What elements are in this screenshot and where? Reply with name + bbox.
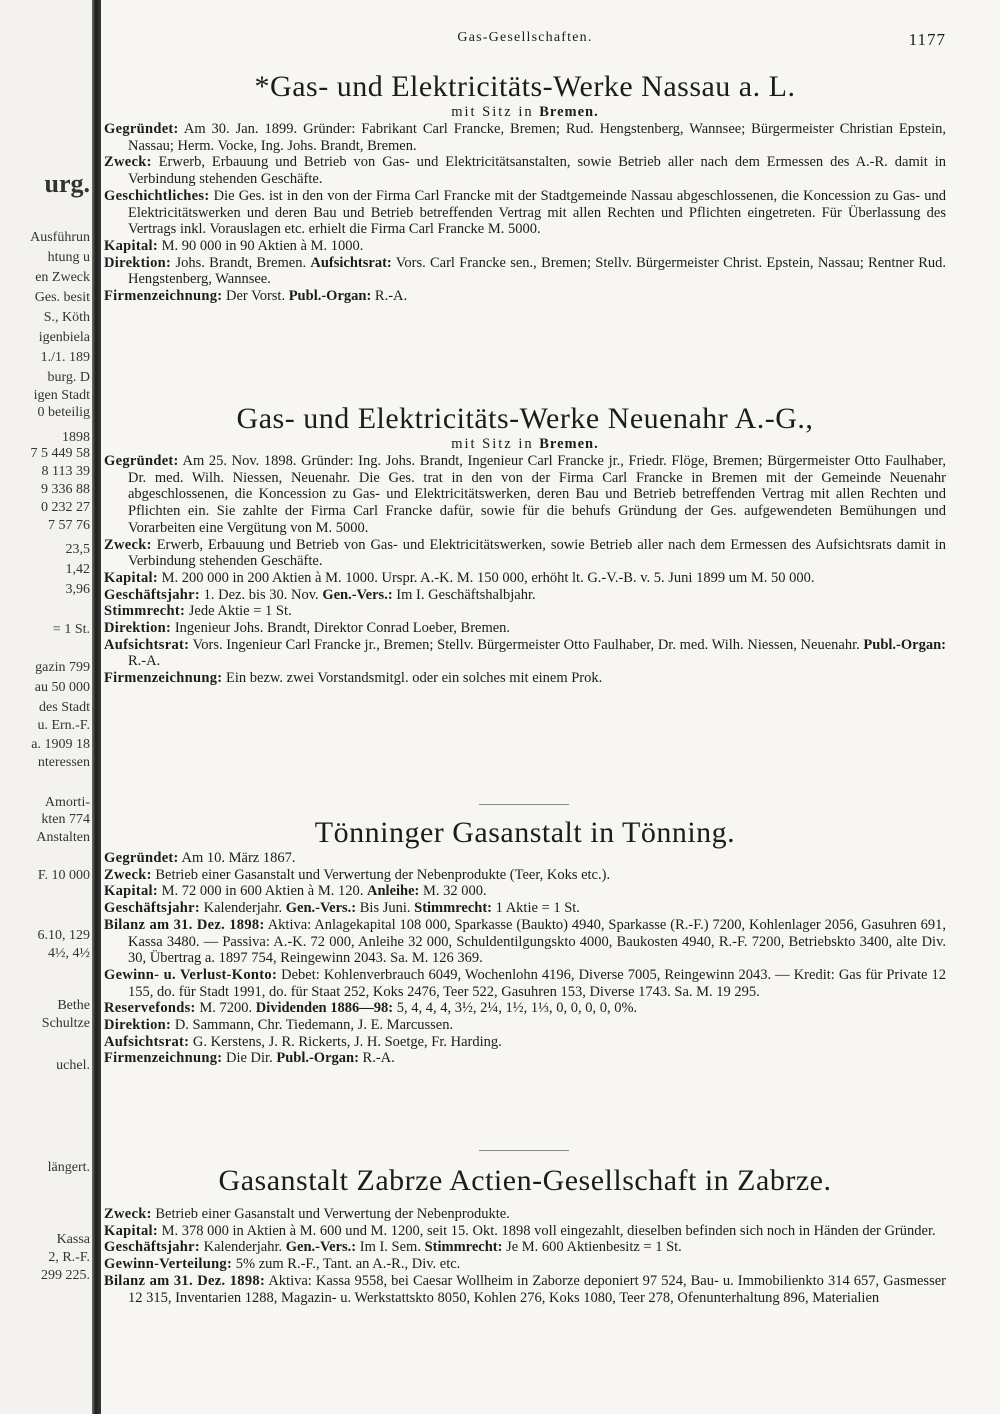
entry-label: Gegründet: <box>104 121 179 137</box>
section-divider <box>479 1150 569 1151</box>
entry-text: Am 30. Jan. 1899. Gründer: Fabrikant Carl Francke, Bremen; Rud. Hengstenberg, Wannsee; Bürgermeister Christian Epstein, Nassau; Herm. Vocke, Ing. Johs. Brandt, Bremen. <box>128 121 947 154</box>
entry-rest-2: Je M. 600 Aktienbesitz = 1 St. <box>506 1239 682 1256</box>
gutter-fragment: au 50 000 <box>34 680 90 695</box>
entry-label: Gewinn-Verteilung: <box>104 1256 233 1273</box>
gutter-fragment: 1,42 <box>65 562 90 577</box>
entry-label: Kapital: <box>104 883 158 900</box>
company-title: *Gas- und Elektricitäts-Werke Nassau a. L. <box>254 70 796 103</box>
entry-label: Zweck: <box>104 154 152 171</box>
entry-text: D. Sammann, Chr. Tiedemann, J. E. Marcussen. <box>174 1017 454 1034</box>
entry-label: Gewinn- u. Verlust-Konto: <box>104 966 278 983</box>
entry-text: Der Vorst. <box>226 288 286 305</box>
section-divider <box>479 804 569 805</box>
entry-label: Bilanz am 31. Dez. 1898: <box>104 916 265 933</box>
entry-rest: R.-A. <box>374 288 408 305</box>
company-entry-zabrze <box>104 1164 946 1306</box>
seat-prefix: mit Sitz in <box>451 436 534 452</box>
entry-text: Erwerb, Erbauung und Betrieb von Gas- und Elektricitätswerken, sowie Betrieb aller nach dem Ermessen des Aufsichtsrats damit in Verbindung stehenden Geschäfte. <box>128 536 946 570</box>
entry-kapital <box>104 1223 946 1240</box>
entry-label: Gegründet: <box>104 850 179 866</box>
entry-stimmrecht <box>104 603 946 620</box>
entry-geschichtliches <box>104 188 946 238</box>
entry-text: Betrieb einer Gasanstalt und Verwertung der Nebenprodukte (Teer, Koks etc.). <box>155 866 611 883</box>
entry-firmenzeichnung <box>104 670 946 687</box>
entry-rest-2: 1 Aktie = 1 St. <box>495 900 580 917</box>
entry-text: Kalenderjahr. <box>203 900 283 917</box>
gutter-fragment: 1./1. 189 <box>40 350 90 365</box>
entry-keyword-2: Stimmrecht: <box>424 1239 503 1256</box>
gutter-fragment: 6.10, 129 <box>37 928 90 943</box>
entry-bilanz <box>104 1273 946 1306</box>
gutter-fragment: a. 1909 18 <box>31 737 90 752</box>
company-title: Gas- und Elektricitäts-Werke Neuenahr A.-G., <box>236 402 814 435</box>
entry-text: G. Kerstens, J. R. Rickerts, J. H. Soetge, Fr. Harding. <box>192 1033 502 1050</box>
entry-kapital <box>104 883 946 900</box>
entry-direktion <box>104 620 946 637</box>
entry-text: Die Dir. <box>226 1050 273 1067</box>
entry-aufsichtsrat <box>104 1034 946 1051</box>
entry-label: Firmenzeichnung: <box>104 288 223 305</box>
company-entry-nassau <box>104 70 946 305</box>
entry-text: Ein bezw. zwei Vorstandsmitgl. oder ein solches mit einem Prok. <box>226 670 603 687</box>
company-title: Tönninger Gasanstalt in Tönning. <box>314 816 736 849</box>
page <box>104 0 946 1414</box>
entry-keyword: Anleihe: <box>367 883 420 900</box>
entry-keyword: Publ.-Organ: <box>863 636 946 653</box>
gutter-fragment: 2, R.-F. <box>48 1250 90 1265</box>
entry-label: Zweck: <box>104 866 152 883</box>
entry-zweck <box>104 537 946 570</box>
seat-city: Bremen. <box>539 436 599 452</box>
gutter-fragment: 0 232 27 <box>41 500 90 515</box>
gutter-fragment: uchel. <box>56 1058 90 1073</box>
entry-zweck <box>104 154 946 187</box>
company-seat <box>104 436 946 453</box>
gutter-fragment: Bethe <box>57 998 90 1013</box>
entry-keyword: Publ.-Organ: <box>288 288 372 305</box>
entry-label: Kapital: <box>104 569 158 586</box>
entry-geschaeftsjahr <box>104 900 946 917</box>
entry-keyword: Gen.-Vers.: <box>285 900 357 917</box>
gutter-fragment: Anstalten <box>36 830 90 845</box>
entry-firmenzeichnung <box>104 1050 946 1067</box>
gutter-fragment: 9 336 88 <box>41 482 90 497</box>
gutter-fragment: kten 774 <box>41 812 90 827</box>
gutter-fragment: gazin 799 <box>35 660 90 675</box>
entry-kapital <box>104 570 946 587</box>
gutter-fragment: urg. <box>44 169 90 198</box>
gutter-fragment: Amorti- <box>44 795 90 810</box>
gutter-fragment: burg. D <box>47 370 90 385</box>
gutter-fragment: nteressen <box>37 755 90 770</box>
company-entry-neuenahr <box>104 402 946 687</box>
gutter-fragment: 7 57 76 <box>48 518 90 533</box>
gutter-fragment: Schultze <box>41 1016 90 1031</box>
gutter-fragment: htung u <box>47 250 90 265</box>
gutter-adjacent-page <box>0 0 92 1414</box>
entry-rest: Im I. Sem. <box>359 1239 421 1256</box>
gutter-fragment: 0 beteilig <box>37 405 90 420</box>
seat-city: Bremen. <box>539 104 599 120</box>
entry-text: M. 90 000 in 90 Aktien à M. 1000. <box>161 237 364 254</box>
gutter-fragment: 7 5 449 58 <box>30 446 90 461</box>
entry-zweck <box>104 867 946 884</box>
entry-text: Am 25. Nov. 1898. Gründer: Ing. Johs. Brandt, Ingenieur Carl Francke jr., Friedr. Flöge, Bremen; Bürgermeister Otto Faulhaber, Dr. med. Wilh. Niessen, Neuenahr. Die Ges. trat in den von der Firma Carl Francke in Bremen mit der Gemeinde Neuenahr abgeschlossenen, die Koncession zu Gas- und Elektricitätswerken, deren Bau und Betrieb betreffenden Vertrag mit allen Rechten und Pflichten ein. Sie zahlte der Firma Carl Francke dafür, sowie für die behufs Gründung der Ges. aufgewendeten Bemühungen und Vorarbeiten eine Vergütung von M. 5000. <box>128 453 946 536</box>
entry-rest: Bis Juni. <box>359 900 411 917</box>
entry-label: Reservefonds: <box>104 1000 196 1017</box>
entry-zweck <box>104 1206 946 1223</box>
entry-text: Die Ges. ist in den von der Firma Carl Francke mit der Stadtgemeinde Nassau abgeschlossenen, die Koncession zu Gas- und Elektricitätswerken und deren Bau und Betrieb betreffenden Vertrag mit allen Rechten und Pflichten eingetreten. Für Überlassung des Vertrags inkl. Vorauslagen etc. erhielt die Firma Carl Francke M. 5000. <box>128 187 947 238</box>
gutter-fragment: 23,5 <box>65 542 90 557</box>
gutter-fragment: Ausführun <box>30 230 90 245</box>
entry-rest: M. 32 000. <box>423 883 487 900</box>
gutter-fragment: 1898 <box>62 430 90 445</box>
entry-geschaeftsjahr <box>104 587 946 604</box>
entry-text: Johs. Brandt, Bremen. <box>175 254 307 271</box>
entry-keyword: Dividenden 1886—98: <box>255 1000 394 1017</box>
entry-gegruendet <box>104 453 946 537</box>
gutter-fragment: igenbiela <box>38 330 90 345</box>
entry-label: Direktion: <box>104 254 172 271</box>
company-title: Gasanstalt Zabrze Actien-Gesellschaft in Zabrze. <box>218 1164 832 1197</box>
entry-direktion <box>104 1017 946 1034</box>
entry-text: M. 72 000 in 600 Aktien à M. 120. <box>161 883 364 900</box>
entry-text: M. 7200. <box>199 1000 253 1017</box>
gutter-fragment: u. Ern.-F. <box>37 718 90 733</box>
gutter-fragment: längert. <box>47 1160 90 1175</box>
gutter-fragment: 299 225. <box>41 1268 90 1283</box>
entry-keyword-2: Stimmrecht: <box>414 900 492 917</box>
entry-keyword: Aufsichtsrat: <box>310 254 392 271</box>
entry-text: Jede Aktie = 1 St. <box>188 603 292 620</box>
entry-gewinn-verteilung <box>104 1256 946 1273</box>
gutter-fragment: Kassa <box>56 1232 90 1247</box>
entry-label: Firmenzeichnung: <box>104 1050 223 1067</box>
company-seat <box>104 104 946 121</box>
entry-rest: R.-A. <box>362 1050 395 1067</box>
gutter-fragment: 8 113 39 <box>41 464 90 479</box>
entry-label: Kapital: <box>104 237 158 254</box>
entry-label: Geschäftsjahr: <box>104 586 201 603</box>
entry-text: Debet: Kohlenverbrauch 6049, Wochenlohn 4196, Diverse 7005, Reingewinn 2043. — Kredit: Gas für Private 12 155, do. für Stadt 1991, do. für Staat 252, Koks 2476, Teer 522, Gasuhren 153, Diverse 1743. Sa. M. 19 295. <box>128 966 946 1000</box>
gutter-fragment: Ges. besit <box>34 290 90 305</box>
entry-kapital <box>104 238 946 255</box>
page-number: 1177 <box>908 30 946 49</box>
entry-text: Kalenderjahr. <box>203 1239 283 1256</box>
entry-gegruendet <box>104 121 946 154</box>
entry-text: Aktiva: Kassa 9558, bei Caesar Wollheim in Zaborze deponiert 97 524, Bau- u. Immobilienkto 314 657, Gasmesser 12 315, Inventarien 1288, Magazin- u. Werkstattskto 8050, Kohlen 276, Koks 1080, Teer 278, Ofenunterhaltung 896, Materialien <box>128 1272 946 1306</box>
gutter-fragment: en Zweck <box>35 270 90 285</box>
entry-text: 5% zum R.-F., Tant. an A.-R., Div. etc. <box>235 1256 461 1273</box>
gutter-fragment: S., Köth <box>43 310 90 325</box>
seat-prefix: mit Sitz in <box>451 104 534 120</box>
entry-label: Firmenzeichnung: <box>104 670 223 687</box>
book-spine-shadow <box>92 0 101 1414</box>
entry-text: M. 200 000 in 200 Aktien à M. 1000. Urspr. A.-K. M. 150 000, erhöht lt. G.-V.-B. v. 5. Juni 1899 um M. 50 000. <box>161 569 815 586</box>
entry-direktion <box>104 255 946 288</box>
entry-firmenzeichnung <box>104 288 946 305</box>
entry-text: Am 10. März 1867. <box>181 850 296 866</box>
entry-gegruendet <box>104 850 946 867</box>
entry-text: Aktiva: Anlagekapital 108 000, Sparkasse (Baukto) 4940, Sparkasse (R.-F.) 7200, Kohlenlager 2056, Gasuhren 691, Kassa 3480. — Passiva: A.-K. 72 000, Anleihe 32 000, Schuldentilgungskto 4000, Baukosten 4940, R.-F. 7200, Betriebskto 3400, alte Div. 30, Übertrag a. 1897 754, Reingewinn 2043. Sa. M. 126 369. <box>128 916 947 967</box>
entry-text: 1. Dez. bis 30. Nov. <box>203 586 319 603</box>
entry-label: Zweck: <box>104 1206 152 1222</box>
entry-bilanz <box>104 917 946 967</box>
entry-rest: 5, 4, 4, 4, 3½, 2¼, 1½, 1⅓, 0, 0, 0, 0, 0%. <box>396 1000 638 1017</box>
gutter-fragment: F. 10 000 <box>37 868 90 883</box>
entry-gewinn-verlust <box>104 967 946 1000</box>
gutter-fragment: 4½, 4½ <box>48 946 90 961</box>
running-head-title: Gas-Gesellschaften. <box>457 30 593 45</box>
entry-text: Vors. Ingenieur Carl Francke jr., Bremen; Stellv. Bürgermeister Otto Faulhaber, Dr. med. Wilh. Niessen, Neuenahr. <box>192 636 860 653</box>
entry-label: Direktion: <box>104 1017 172 1034</box>
running-head <box>104 30 946 50</box>
entry-label: Aufsichtsrat: <box>104 1033 190 1050</box>
entry-label: Geschäftsjahr: <box>104 1239 201 1256</box>
entry-geschaeftsjahr <box>104 1239 946 1256</box>
entry-text: Erwerb, Erbauung und Betrieb von Gas- und Elektricitätsanstalten, sowie Betrieb aller nach dem Ermessen des A.-R. damit in Verbindung stehenden Geschäfte. <box>128 154 947 188</box>
entry-text: Ingenieur Johs. Brandt, Direktor Conrad Loeber, Bremen. <box>174 620 511 637</box>
entry-keyword: Gen.-Vers.: <box>322 586 393 603</box>
entry-label: Geschäftsjahr: <box>104 900 201 917</box>
entry-label: Stimmrecht: <box>104 603 186 620</box>
entry-label: Direktion: <box>104 620 172 637</box>
entry-label: Bilanz am 31. Dez. 1898: <box>104 1272 266 1289</box>
company-entry-toenning <box>104 816 946 1067</box>
entry-label: Zweck: <box>104 536 152 553</box>
entry-rest: R.-A. <box>128 653 161 670</box>
entry-rest: Vors. Carl Francke sen., Bremen; Stellv. Bürgermeister Christ. Epstein, Nassau; Rentner Rud. Hengstenberg, Wannsee. <box>128 254 947 288</box>
gutter-fragment: des Stadt <box>39 700 90 715</box>
entry-label: Aufsichtsrat: <box>104 636 190 653</box>
gutter-fragment: igen Stadt <box>33 388 90 403</box>
entry-keyword: Publ.-Organ: <box>276 1050 359 1067</box>
entry-rest: Im I. Geschäftshalbjahr. <box>396 586 536 603</box>
entry-aufsichtsrat <box>104 637 946 670</box>
entry-reservefonds <box>104 1000 946 1017</box>
entry-label: Kapital: <box>104 1222 158 1239</box>
entry-text: M. 378 000 in Aktien à M. 600 und M. 1200, seit 15. Okt. 1898 voll eingezahlt, dieselben befinden sich noch in Händen der Gründer. <box>161 1222 936 1239</box>
gutter-fragment: = 1 St. <box>52 622 90 637</box>
entry-label: Gegründet: <box>104 453 179 469</box>
entry-text: Betrieb einer Gasanstalt und Verwertung der Nebenprodukte. <box>155 1206 510 1222</box>
entry-label: Geschichtliches: <box>104 187 210 204</box>
entry-keyword: Gen.-Vers.: <box>285 1239 357 1256</box>
gutter-fragment: 3,96 <box>65 582 90 597</box>
